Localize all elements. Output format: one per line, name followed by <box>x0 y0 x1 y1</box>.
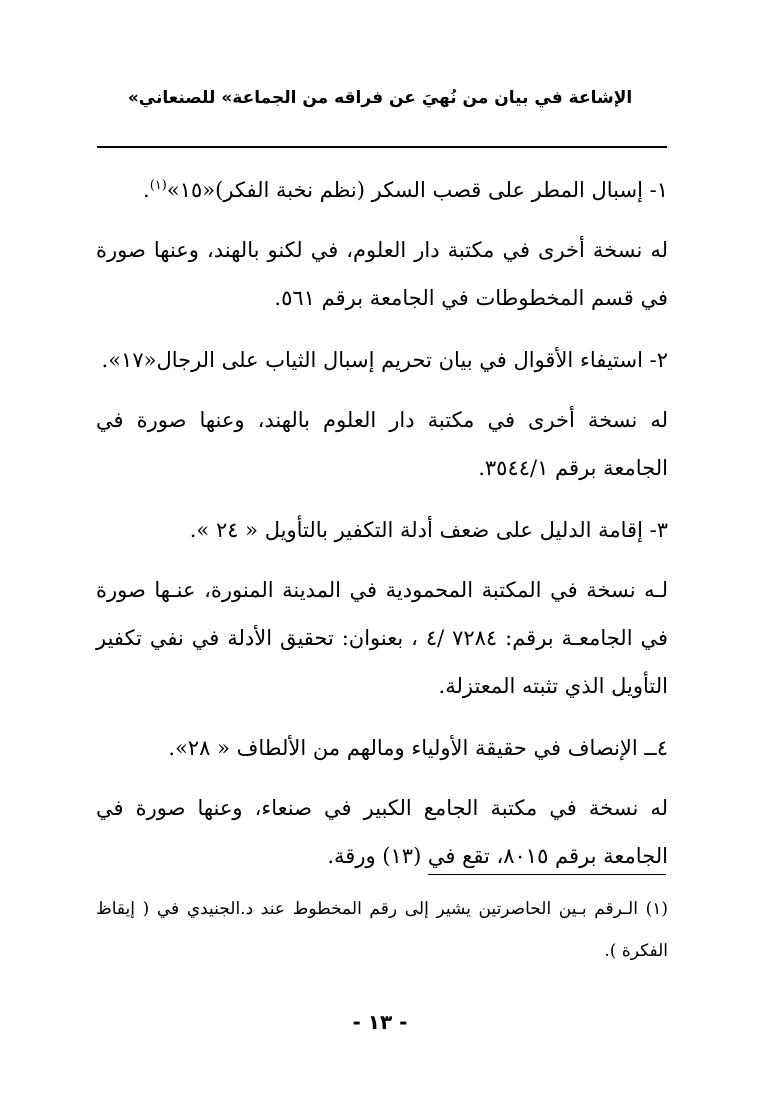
item-title-1: ١- إسبال المطر على قصب السكر (نظم نخبة الفكر)«١٥»$^{(١)}$. <box>143 178 668 202</box>
header-divider <box>97 146 667 148</box>
item-description-3: لـه نسخة في المكتبة المحمودية في المدينة المنورة، عنـها صورة في الجامعـة برقم: ٧٢٨٤ /٤ ، بعنوان: تحقيق الأدلة في نفي تكفير التأويل الذي تثبته المعتزلة. <box>96 578 668 698</box>
item-title-2: ٢- استيفاء الأقوال في بيان تحريم إسبال الثياب على الرجال«١٧». <box>101 348 668 372</box>
footnote: (١) الـرقم بـين الحاصرتين يشير إلى رقم المخطوط عند د.الجنيدي في ( إيقاظ الفكرة ). <box>96 899 668 961</box>
footnote-ref[interactable]: (١) <box>149 178 167 193</box>
item-title-text: ١- إسبال المطر على قصب السكر (نظم نخبة الفكر)«١٥» <box>166 178 668 202</box>
item-title-4: ٤ــ الإنصاف في حقيقة الأولياء ومالهم من الألطاف « ٢٨». <box>168 736 668 760</box>
running-header: «الإشاعة في بيان من نُهيَ عن فراقه من الجماعة» للصنعاني <box>127 88 633 108</box>
item-description-4: له نسخة في مكتبة الجامع الكبير في صنعاء، وعنها صورة في الجامعة برقم ٨٠١٥، تقع في (١٣) ورقة. <box>96 796 668 868</box>
item-title-3: ٣- إقامة الدليل على ضعف أدلة التكفير بالتأويل « ٢٤ ». <box>189 518 668 542</box>
main-content <box>96 166 668 894</box>
footnote-divider <box>428 874 666 875</box>
page-number: - ١٣ - <box>352 1010 408 1034</box>
item-description-2: له نسخة أخرى في مكتبة دار العلوم بالهند، وعنها صورة في الجامعة برقم ٣٥٤٤/١. <box>96 408 668 480</box>
item-description-1: له نسخة أخرى في مكتبة دار العلوم، في لكنو بالهند، وعنها صورة في قسم المخطوطات في الجامعة برقم ٥٦١. <box>96 238 668 310</box>
